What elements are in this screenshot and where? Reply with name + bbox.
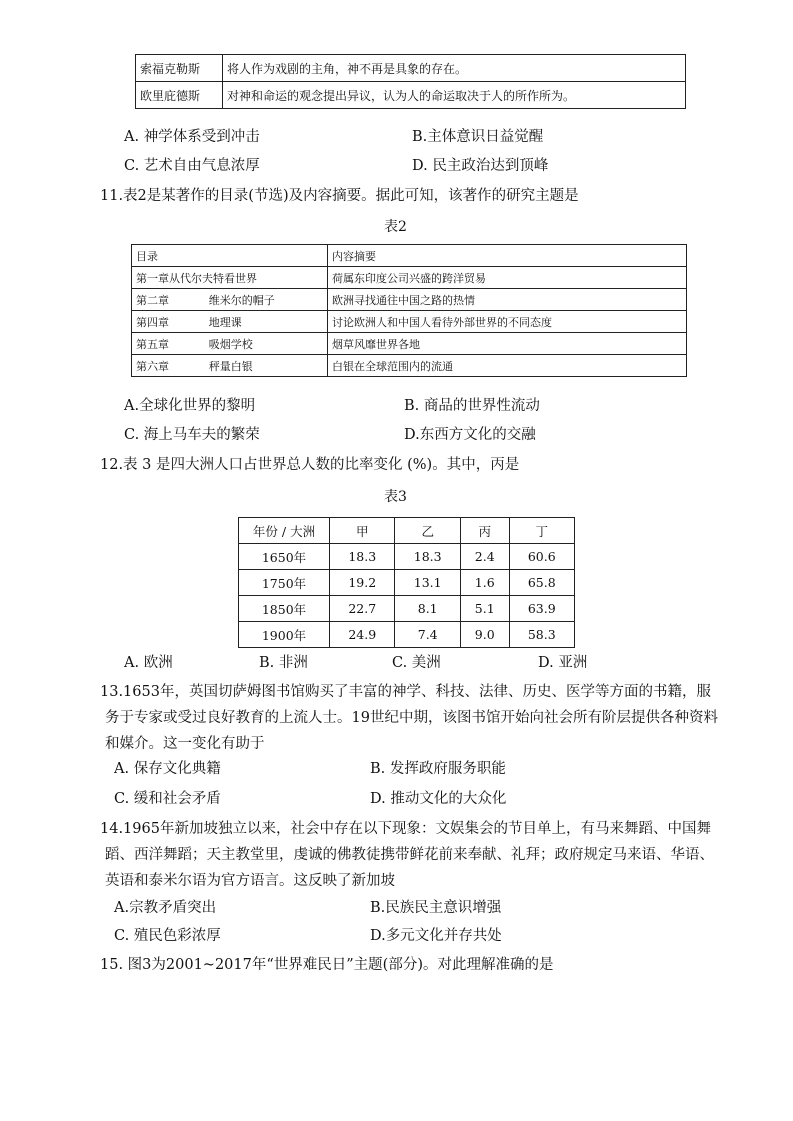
table-cell: 将人作为戏剧的主角，神不再是具象的存在。 [223, 55, 686, 82]
q13-stem-line-3: 和媒介。这一变化有助于 [105, 736, 265, 752]
q14-option-b[interactable]: B.民族民主意识增强 [370, 900, 502, 916]
q15-stem: 15. 图3为2001~2017年“世界难民日”主题(部分)。对此理解准确的是 [100, 957, 554, 973]
q13-option-a[interactable]: A. 保存文化典籍 [114, 761, 221, 777]
table-row [239, 622, 575, 648]
table-cell: 1.6 [460, 570, 509, 596]
q10-option-d[interactable]: D. 民主政治达到顶峰 [412, 158, 549, 174]
q12-table-caption: 表3 [384, 489, 407, 505]
q14-stem-line-2: 蹈、西洋舞蹈；天主教堂里，虔诚的佛教徒携带鲜花前来奉献、礼拜；政府规定马来语、华语、 [105, 847, 714, 863]
q11-option-c[interactable]: C. 海上马车夫的繁荣 [124, 427, 260, 443]
table-cell: 22.7 [330, 596, 395, 622]
table-header-cell: 甲 [330, 518, 395, 544]
table-cell: 63.9 [509, 596, 574, 622]
q10-table [135, 54, 686, 109]
table-cell: 58.3 [509, 622, 574, 648]
table-cell: 索福克勒斯 [136, 55, 223, 82]
q12-option-a[interactable]: A. 欧洲 [124, 655, 173, 671]
q14-stem-line-3: 英语和泰米尔语为官方语言。这反映了新加坡 [105, 873, 395, 889]
table-cell: 24.9 [330, 622, 395, 648]
table-header-cell: 内容摘要 [328, 245, 687, 267]
q14-option-d[interactable]: D.多元文化并存共处 [370, 928, 502, 944]
table-row [239, 518, 575, 544]
q12-table [238, 517, 575, 648]
table-cell: 8.1 [395, 596, 460, 622]
table-row [132, 267, 687, 289]
q11-table [131, 244, 687, 377]
q11-table-caption: 表2 [384, 219, 407, 235]
q13-stem-line-2: 务于专家或受过良好教育的上流人士。19世纪中期，该图书馆开始向社会所有阶层提供各种资料 [105, 710, 718, 726]
table-row [136, 82, 686, 109]
q11-option-d[interactable]: D.东西方文化的交融 [404, 427, 536, 443]
table-header-cell: 丙 [460, 518, 509, 544]
table-cell: 65.8 [509, 570, 574, 596]
table-row [239, 544, 575, 570]
q14-stem-line-1: 14.1965年新加坡独立以来，社会中存在以下现象：文娱集会的节目单上，有马来舞蹈、中国舞 [100, 821, 711, 837]
q12-option-d[interactable]: D. 亚洲 [538, 655, 588, 671]
table-cell: 白银在全球范围内的流通 [328, 355, 687, 377]
table-cell: 18.3 [330, 544, 395, 570]
table-header-cell: 丁 [509, 518, 574, 544]
table-cell: 欧里庇德斯 [136, 82, 223, 109]
table-header-cell: 目录 [132, 245, 328, 267]
table-cell: 1650年 [239, 544, 330, 570]
table-cell: 7.4 [395, 622, 460, 648]
table-row [132, 311, 687, 333]
table-cell: 19.2 [330, 570, 395, 596]
table-cell: 烟草风靡世界各地 [328, 333, 687, 355]
table-cell: 13.1 [395, 570, 460, 596]
table-cell: 欧洲寻找通往中国之路的热情 [328, 289, 687, 311]
table-cell: 60.6 [509, 544, 574, 570]
table-row [132, 245, 687, 267]
table-cell: 第五章 吸烟学校 [132, 333, 328, 355]
table-cell: 18.3 [395, 544, 460, 570]
table-row [132, 289, 687, 311]
q13-option-c[interactable]: C. 缓和社会矛盾 [114, 791, 221, 807]
q13-stem-line-1: 13.1653年，英国切萨姆图书馆购买了丰富的神学、科技、法律、历史、医学等方面的书籍，服 [100, 684, 711, 700]
table-cell: 讨论欧洲人和中国人看待外部世界的不同态度 [328, 311, 687, 333]
table-row [239, 570, 575, 596]
q12-stem: 12.表 3 是四大洲人口占世界总人数的比率变化 (%)。其中，丙是 [100, 457, 520, 473]
table-cell: 5.1 [460, 596, 509, 622]
q12-option-c[interactable]: C. 美洲 [392, 655, 441, 671]
q10-option-b[interactable]: B.主体意识日益觉醒 [412, 129, 544, 145]
table-row [136, 55, 686, 82]
table-cell: 1750年 [239, 570, 330, 596]
q14-option-c[interactable]: C. 殖民色彩浓厚 [114, 928, 221, 944]
table-row [132, 355, 687, 377]
table-cell: 1900年 [239, 622, 330, 648]
table-header-cell: 乙 [395, 518, 460, 544]
q13-option-b[interactable]: B. 发挥政府服务职能 [370, 761, 506, 777]
table-row [132, 333, 687, 355]
table-header-cell: 年份 / 大洲 [239, 518, 330, 544]
table-cell: 9.0 [460, 622, 509, 648]
table-cell: 第一章从代尔夫特看世界 [132, 267, 328, 289]
q10-option-a[interactable]: A. 神学体系受到冲击 [124, 129, 260, 145]
table-cell: 2.4 [460, 544, 509, 570]
q10-option-c[interactable]: C. 艺术自由气息浓厚 [124, 158, 260, 174]
table-cell: 1850年 [239, 596, 330, 622]
q11-option-b[interactable]: B. 商品的世界性流动 [404, 398, 540, 414]
q12-option-b[interactable]: B. 非洲 [259, 655, 308, 671]
q14-option-a[interactable]: A.宗教矛盾突出 [114, 900, 217, 916]
table-cell: 荷属东印度公司兴盛的跨洋贸易 [328, 267, 687, 289]
q13-option-d[interactable]: D. 推动文化的大众化 [370, 791, 507, 807]
q11-option-a[interactable]: A.全球化世界的黎明 [124, 398, 256, 414]
table-cell: 对神和命运的观念提出异议，认为人的命运取决于人的所作所为。 [223, 82, 686, 109]
q11-stem: 11.表2是某著作的目录(节选)及内容摘要。据此可知，该著作的研究主题是 [100, 188, 579, 204]
table-cell: 第二章 维米尔的帽子 [132, 289, 328, 311]
table-row [239, 596, 575, 622]
table-cell: 第六章 秤量白银 [132, 355, 328, 377]
table-cell: 第四章 地理课 [132, 311, 328, 333]
